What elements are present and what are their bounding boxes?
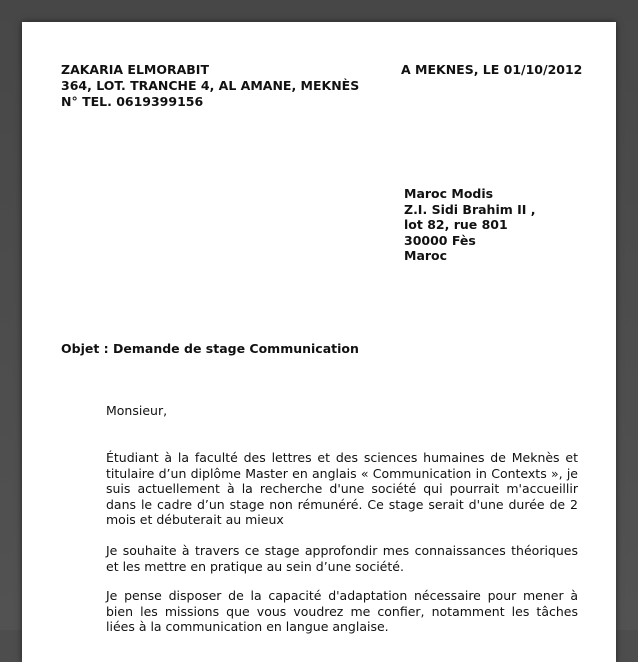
body-paragraph-3: Je pense disposer de la capacité d'adaptation nécessaire pour mener à bien les missions que vous voudrez me confier, notamment les tâches liées à la communication en langue anglaise. — [106, 588, 578, 634]
sender-phone: N° TEL. 0619399156 — [61, 94, 204, 109]
body-paragraph-2: Je souhaite à travers ce stage approfondir mes connaissances théoriques et les mettre en pratique au sein d’une société. — [106, 543, 578, 574]
recipient-country: Maroc — [404, 248, 448, 263]
sender-address: 364, LOT. TRANCHE 4, AL AMANE, MEKNÈS — [61, 78, 360, 93]
letter-salutation: Monsieur, — [106, 403, 168, 418]
recipient-city: 30000 Fès — [404, 232, 476, 248]
body-paragraph-1: Étudiant à la faculté des lettres et des sciences humaines de Meknès et titulaire d’un diplôme Master en anglais « Communication in Contexts », je suis actuellement à la recherche d'une société qui pourrait m'accueillir dans le cadre d’un stage non rémunéré. Ce stage serait d'une durée de 2 mois et débuterait au mieux — [106, 450, 578, 527]
sender-name: ZAKARIA ELMORABIT — [61, 62, 209, 77]
document-page[interactable] — [22, 22, 616, 662]
letter-subject: Objet : Demande de stage Communication — [61, 341, 359, 356]
recipient-lot: lot 82, rue 801 — [404, 217, 508, 232]
sender-block — [61, 62, 359, 110]
letter-date: A MEKNES, LE 01/10/2012 — [401, 62, 583, 77]
recipient-company: Maroc Modis — [404, 186, 494, 201]
recipient-block — [404, 186, 536, 264]
recipient-street: Z.I. Sidi Brahim II , — [404, 201, 536, 217]
